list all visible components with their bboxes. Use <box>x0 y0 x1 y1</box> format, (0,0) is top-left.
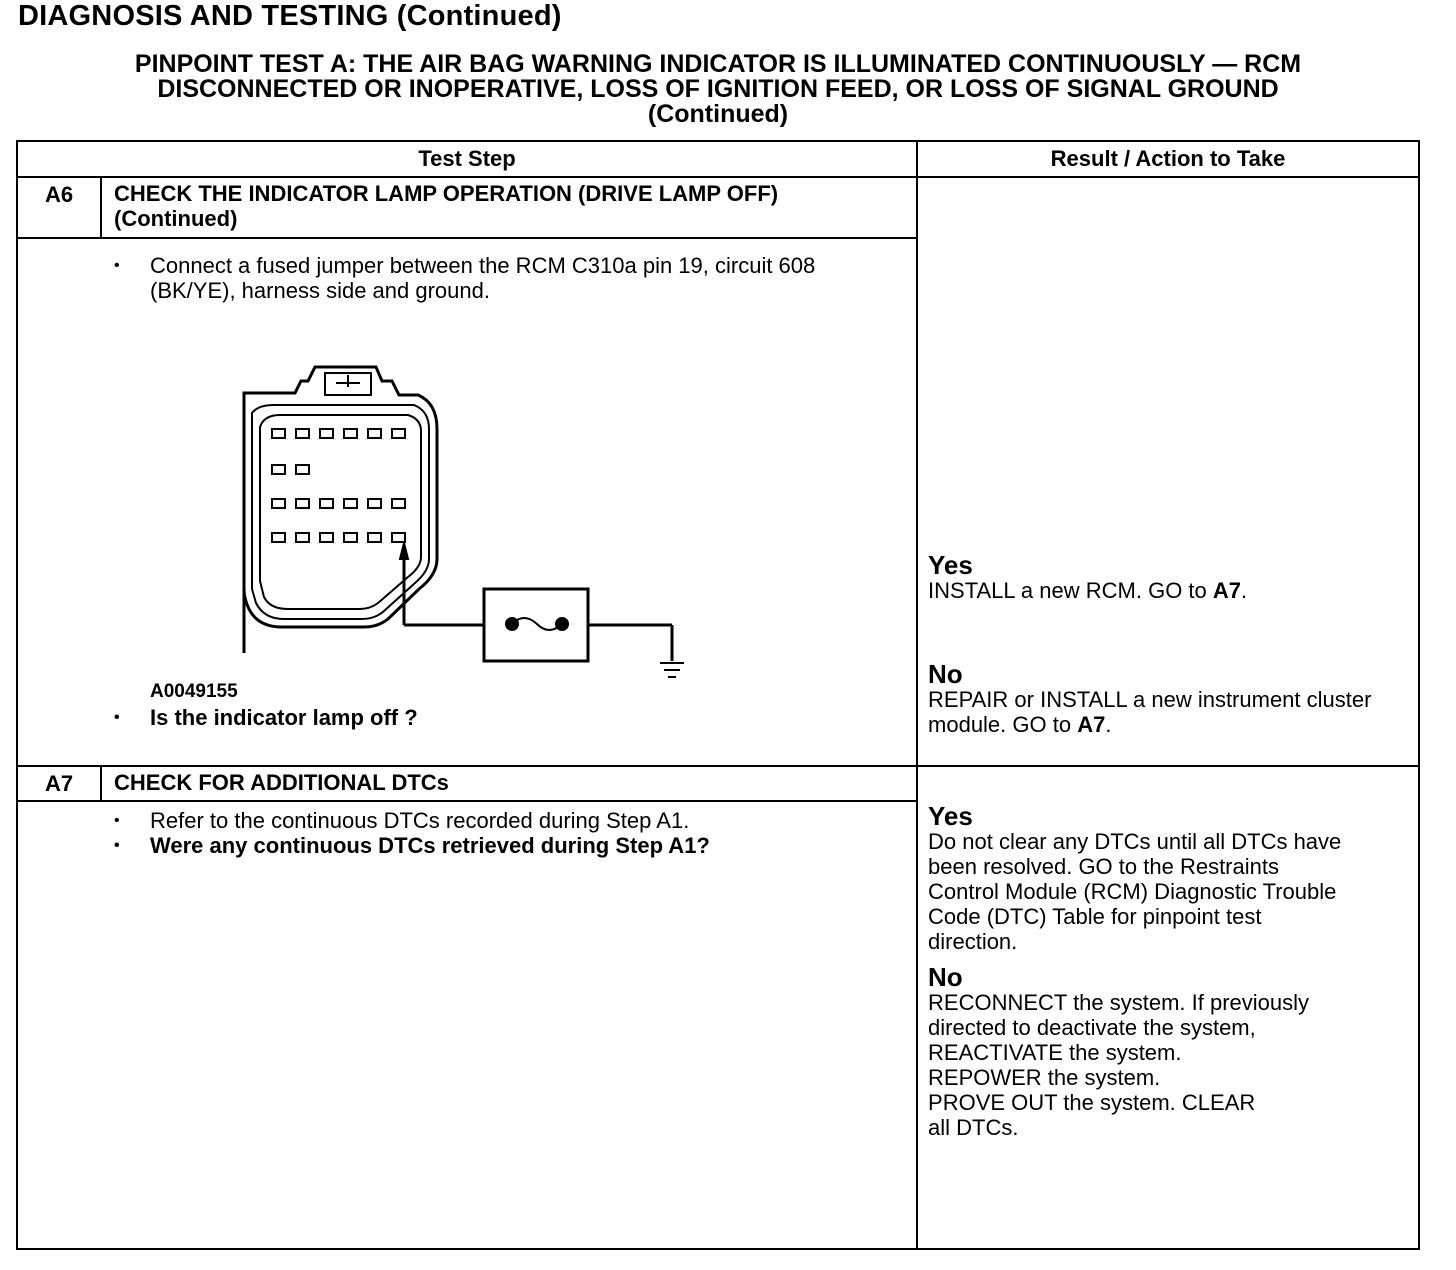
step-reference-a7: A7 <box>1212 578 1242 603</box>
result-no-label: No <box>928 962 963 992</box>
result-yes-line: Do not clear any DTCs until all DTCs have <box>928 829 1342 854</box>
step-instruction: • Connect a fused jumper between the RCM C310a pin 19, circuit 608 (BK/YE), harness side and ground. <box>18 253 904 303</box>
figure-id: A0049155 <box>150 681 238 702</box>
step-instruction: • Refer to the continuous DTCs recorded during Step A1. <box>18 808 904 833</box>
ground-icon <box>660 663 684 677</box>
result-no-label: No <box>928 659 963 689</box>
result-no-line: RECONNECT the system. If previously <box>928 990 1310 1015</box>
result-yes-action: INSTALL a new RCM. GO to <box>928 578 1213 603</box>
result-yes-label: Yes <box>928 550 973 580</box>
test-title-line-2: DISCONNECTED OR INOPERATIVE, LOSS OF IGNITION FEED, OR LOSS OF SIGNAL GROUND <box>157 75 1279 103</box>
test-title-line-1: PINPOINT TEST A: THE AIR BAG WARNING INDICATOR IS ILLUMINATED CONTINUOUSLY — RCM <box>134 50 1302 78</box>
step-id-a6: A6 <box>17 177 101 238</box>
result-yes-line: direction. <box>928 929 1018 954</box>
step-id-a7: A7 <box>17 766 101 801</box>
result-yes-label: Yes <box>928 801 973 831</box>
connector-diagram <box>18 303 904 705</box>
connector-icon <box>244 367 437 653</box>
step-reference-a7: A7 <box>1077 712 1106 737</box>
result-no-line: directed to deactivate the system, <box>928 1015 1256 1040</box>
step-question: • Were any continuous DTCs retrieved during Step A1? <box>18 833 904 858</box>
connector-cavities <box>272 429 405 542</box>
result-no-line: REPOWER the system. <box>928 1065 1161 1090</box>
result-yes-end: . <box>1241 578 1248 603</box>
result-cell-a7 <box>917 766 1419 1249</box>
result-no-text <box>928 687 1412 737</box>
result-yes-line: Code (DTC) Table for pinpoint test <box>928 904 1262 929</box>
column-header-test-step: Test Step <box>17 141 917 177</box>
result-yes-text <box>928 829 1412 954</box>
step-title-a6: CHECK THE INDICATOR LAMP OPERATION (DRIVE LAMP OFF) (Continued) <box>101 177 917 238</box>
step-question: • Is the indicator lamp off ? <box>18 705 904 730</box>
fuse-icon <box>484 589 588 661</box>
pinpoint-test-table <box>16 140 1420 1250</box>
step-title-a7: CHECK FOR ADDITIONAL DTCs <box>101 766 917 801</box>
pinpoint-test-title <box>30 52 1406 127</box>
step-body-a6 <box>17 238 917 766</box>
step-body-a7 <box>17 801 917 1249</box>
test-title-line-3: (Continued) <box>647 100 789 128</box>
page-header: DIAGNOSIS AND TESTING (Continued) <box>18 0 562 32</box>
result-no-text <box>928 990 1412 1140</box>
result-no-end: . <box>1105 712 1112 737</box>
connector-diagram-svg <box>18 303 718 705</box>
result-no-line: all DTCs. <box>928 1115 1019 1140</box>
result-cell-a6 <box>917 177 1419 766</box>
result-yes-line: Control Module (RCM) Diagnostic Trouble <box>928 879 1337 904</box>
result-yes-line: been resolved. GO to the Restraints <box>928 854 1279 879</box>
column-header-result: Result / Action to Take <box>917 141 1419 177</box>
result-no-action: REPAIR or INSTALL a new instrument cluster module. GO to <box>928 687 1372 737</box>
result-no-line: REACTIVATE the system. <box>928 1040 1182 1065</box>
result-yes-text <box>928 578 1412 603</box>
result-no-line: PROVE OUT the system. CLEAR <box>928 1090 1256 1115</box>
